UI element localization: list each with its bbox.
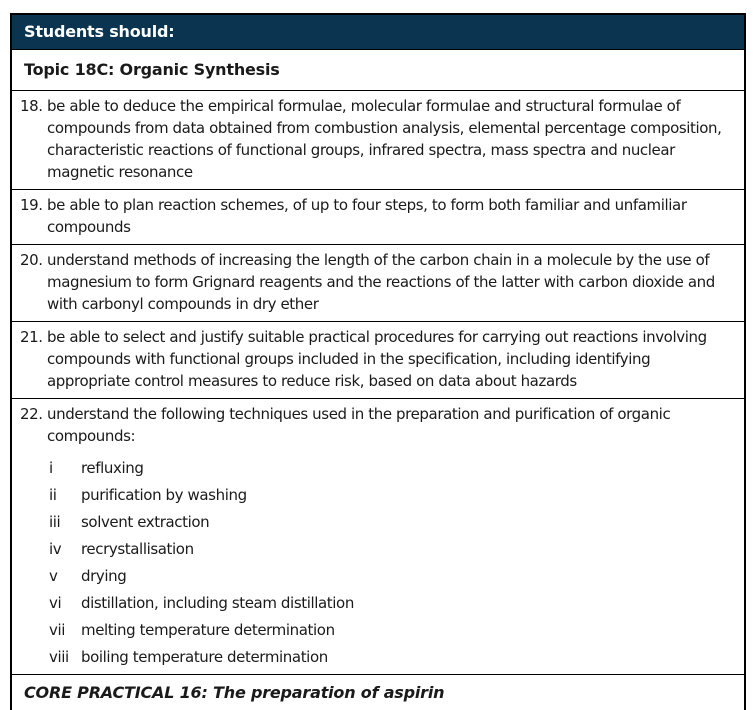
core-practical-row [12, 675, 744, 710]
technique-numeral: vii [49, 621, 66, 639]
technique-label: drying [81, 567, 127, 585]
item-number: 22. [20, 405, 43, 423]
technique-numeral: iii [49, 513, 61, 531]
spec-item-18 [12, 91, 744, 190]
technique-numeral: i [49, 459, 53, 477]
technique-label: recrystallisation [81, 540, 194, 558]
technique-label: purification by washing [81, 486, 247, 504]
technique-item-i [49, 457, 736, 479]
technique-item-viii [49, 646, 736, 668]
technique-list [49, 457, 736, 668]
spec-table [10, 13, 746, 710]
topic-title: Topic 18C: Organic Synthesis [24, 60, 280, 79]
technique-label: boiling temperature determination [81, 648, 328, 666]
item-text: be able to deduce the empirical formulae, molecular formulae and structural formulae of compounds from data obtained from combustion analysis, elemental percentage composition, characteristic reactions of functional groups, infrared spectra, mass spectra and nuclear magnetic resonance [47, 97, 722, 181]
technique-numeral: vi [49, 594, 62, 612]
technique-numeral: v [49, 567, 58, 585]
spec-item-20 [12, 245, 744, 322]
core-practical-title: CORE PRACTICAL 16: The preparation of aspirin [24, 683, 445, 702]
table-header-row [12, 15, 744, 50]
technique-label: solvent extraction [81, 513, 210, 531]
technique-label: distillation, including steam distillation [81, 594, 354, 612]
table-header-label: Students should: [24, 22, 175, 41]
technique-label: melting temperature determination [81, 621, 335, 639]
technique-item-iii [49, 511, 736, 533]
technique-item-vii [49, 619, 736, 641]
spec-item-19 [12, 190, 744, 245]
spec-item-21 [12, 322, 744, 399]
technique-item-ii [49, 484, 736, 506]
technique-label: refluxing [81, 459, 144, 477]
item-text: be able to plan reaction schemes, of up to four steps, to form both familiar and unfamiliar compounds [47, 196, 687, 236]
topic-row [12, 50, 744, 91]
technique-numeral: viii [49, 648, 69, 666]
technique-item-vi [49, 592, 736, 614]
technique-item-v [49, 565, 736, 587]
item-text: understand the following techniques used in the preparation and purification of organic compounds: [47, 405, 671, 445]
item-number: 20. [20, 251, 43, 269]
technique-numeral: iv [49, 540, 62, 558]
item-number: 21. [20, 328, 43, 346]
technique-item-iv [49, 538, 736, 560]
item-number: 19. [20, 196, 43, 214]
item-text: be able to select and justify suitable practical procedures for carrying out reactions involving compounds with functional groups included in the specification, including identifying appropriate control measures to reduce risk, based on data about hazards [47, 328, 707, 390]
spec-item-22 [12, 399, 744, 675]
item-number: 18. [20, 97, 43, 115]
technique-numeral: ii [49, 486, 57, 504]
item-text: understand methods of increasing the length of the carbon chain in a molecule by the use of magnesium to form Grignard reagents and the reactions of the latter with carbon dioxide and with carbonyl compounds in dry ether [47, 251, 715, 313]
